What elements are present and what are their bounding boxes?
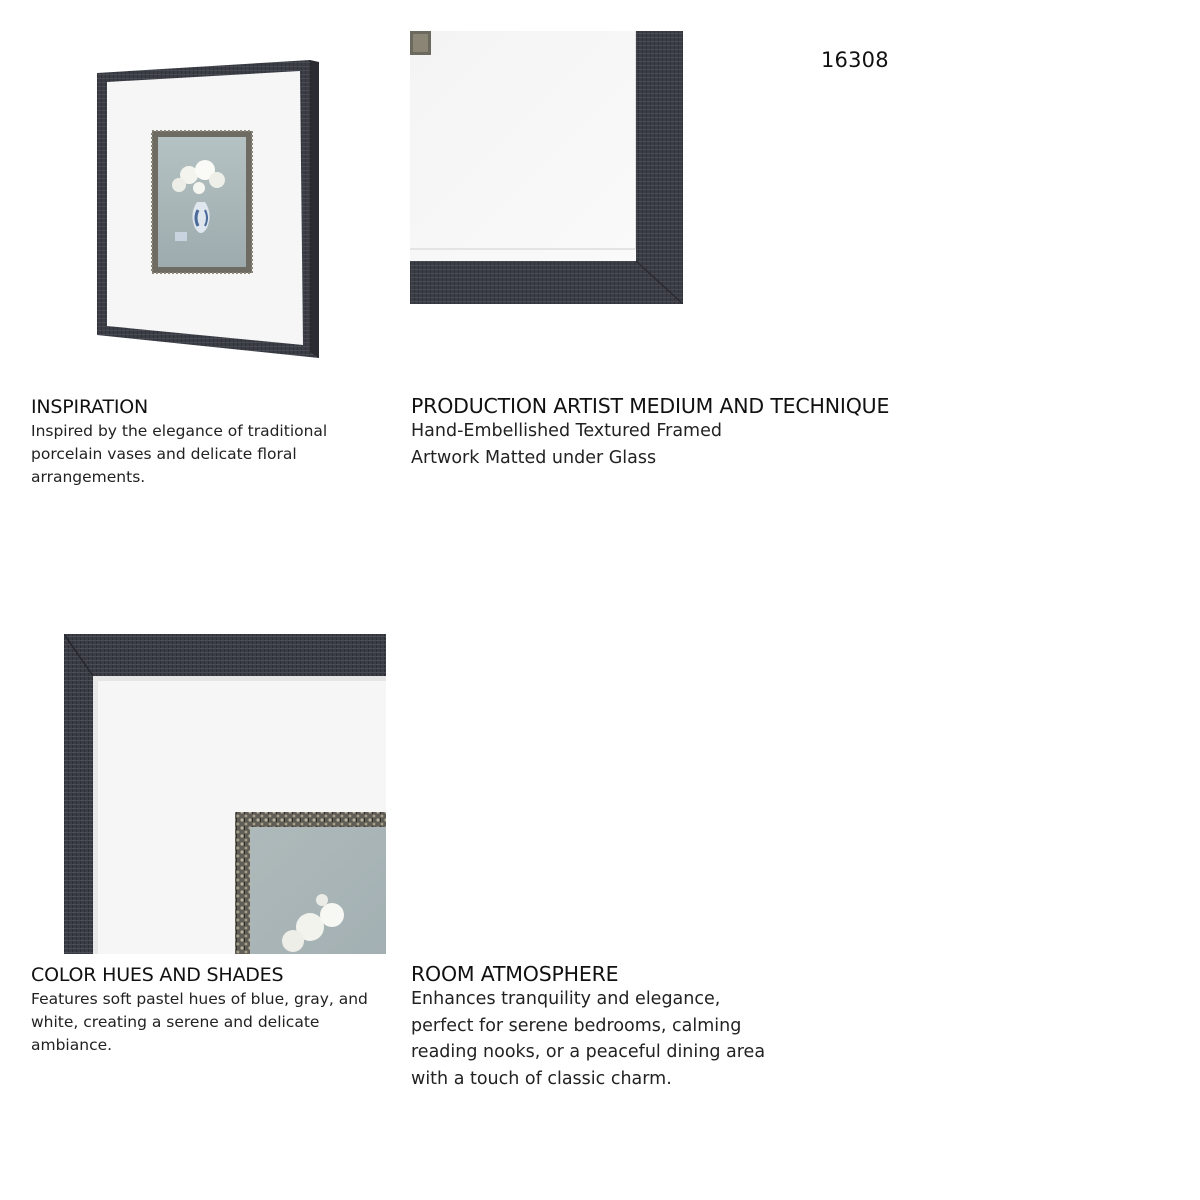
color-body xyxy=(31,988,391,1057)
inspiration-body xyxy=(31,420,371,489)
framed-artwork-illustration xyxy=(97,60,319,358)
frame-corner-illustration xyxy=(410,31,683,304)
room-section xyxy=(411,962,831,1092)
product-image-corner-detail xyxy=(410,31,683,304)
color-heading: COLOR HUES AND SHADES xyxy=(31,964,284,986)
room-body xyxy=(411,986,831,1092)
medium-section xyxy=(411,394,931,471)
medium-line: Hand-Embellished Textured Framed xyxy=(411,421,722,441)
inspiration-heading: INSPIRATION xyxy=(31,396,149,418)
inspiration-section xyxy=(31,396,371,489)
color-line: Features soft pastel hues of blue, gray, and xyxy=(31,990,368,1008)
frame-closeup-illustration xyxy=(64,634,386,954)
medium-line: Artwork Matted under Glass xyxy=(411,447,657,468)
room-line: reading nooks, or a peaceful dining area xyxy=(411,1042,766,1062)
product-image-full xyxy=(97,60,319,358)
color-section xyxy=(31,964,391,1057)
color-line: white, creating a serene and delicate xyxy=(31,1013,320,1031)
room-line: Enhances tranquility and elegance, xyxy=(411,989,721,1009)
product-image-closeup xyxy=(64,634,386,954)
medium-heading: PRODUCTION ARTIST MEDIUM AND TECHNIQUE xyxy=(411,394,890,418)
product-sku: 16308 xyxy=(821,48,889,72)
room-line: perfect for serene bedrooms, calming xyxy=(411,1015,742,1036)
room-line: with a touch of classic charm. xyxy=(411,1068,672,1089)
inspiration-line: arrangements. xyxy=(31,468,146,486)
medium-body xyxy=(411,418,931,471)
inspiration-line: Inspired by the elegance of traditional xyxy=(31,422,328,440)
color-line: ambiance. xyxy=(31,1036,113,1054)
inspiration-line: porcelain vases and delicate floral xyxy=(31,445,297,463)
room-heading: ROOM ATMOSPHERE xyxy=(411,962,619,986)
